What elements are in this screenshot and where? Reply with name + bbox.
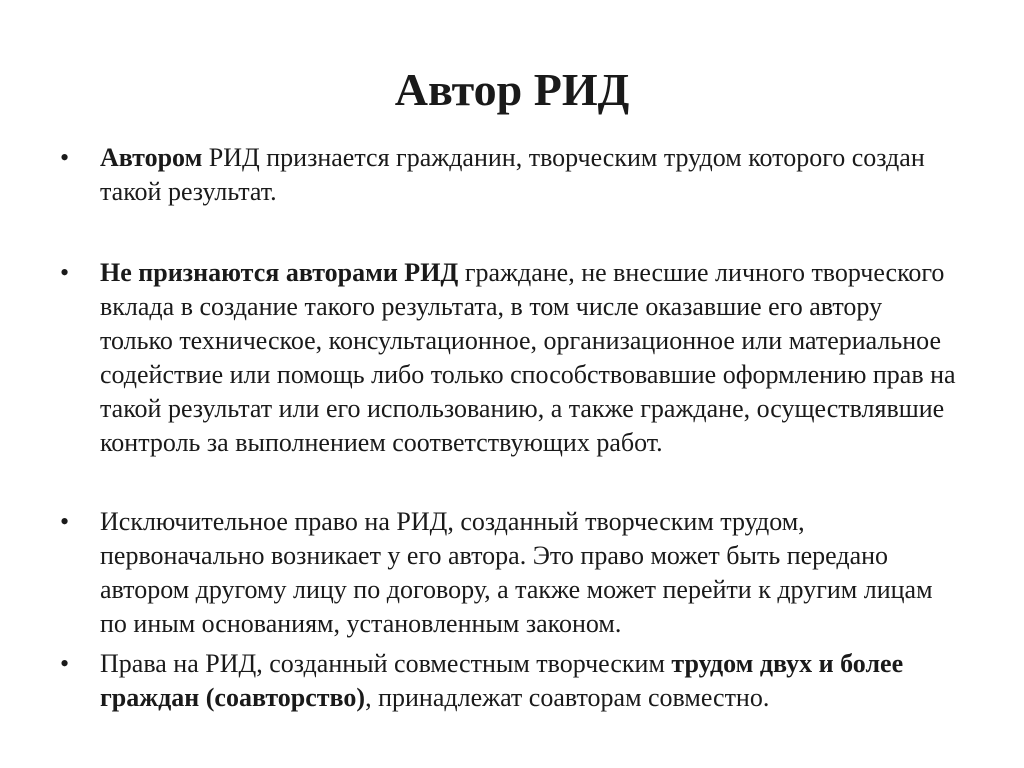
text-rest: граждане, не внесшие личного творческого вклада в создание такого результата, в том числе оказавшие его автору только техническое, консультационное, организационное или материальное содействие или помощь либо только способствовавшие оформлению прав на такой результат или его использованию, а также граждане, осуществлявшие контроль за выполнением соответствующих работ. bbox=[100, 258, 956, 457]
bullet-icon: • bbox=[60, 258, 70, 287]
bullet-text bbox=[100, 647, 958, 715]
bullet-text bbox=[100, 505, 958, 641]
bullet-icon: • bbox=[60, 143, 70, 172]
bold-lead: Автором bbox=[100, 143, 203, 172]
bullet-icon: • bbox=[60, 649, 70, 678]
text-lead: Права на РИД, созданный совместным творческим bbox=[100, 649, 672, 678]
slide-title: Автор РИД bbox=[394, 64, 630, 115]
bullet-text bbox=[100, 256, 958, 460]
text-rest: , принадлежат соавторам совместно. bbox=[365, 683, 770, 712]
bold-lead: Не признаются авторами РИД bbox=[100, 258, 459, 287]
bullet-icon: • bbox=[60, 507, 70, 536]
text-rest: РИД признается гражданин, творческим трудом которого создан такой результат. bbox=[100, 143, 925, 206]
bold-mid: трудом двух и более граждан (соавторство) bbox=[100, 649, 904, 712]
bullet-text bbox=[100, 141, 958, 209]
text-body: Исключительное право на РИД, созданный творческим трудом, первоначально возникает у его автора. Это право может быть передано автором другому лицу по договору, а также может перейти к другим лицам по иным основаниям, установленным законом. bbox=[100, 507, 933, 638]
